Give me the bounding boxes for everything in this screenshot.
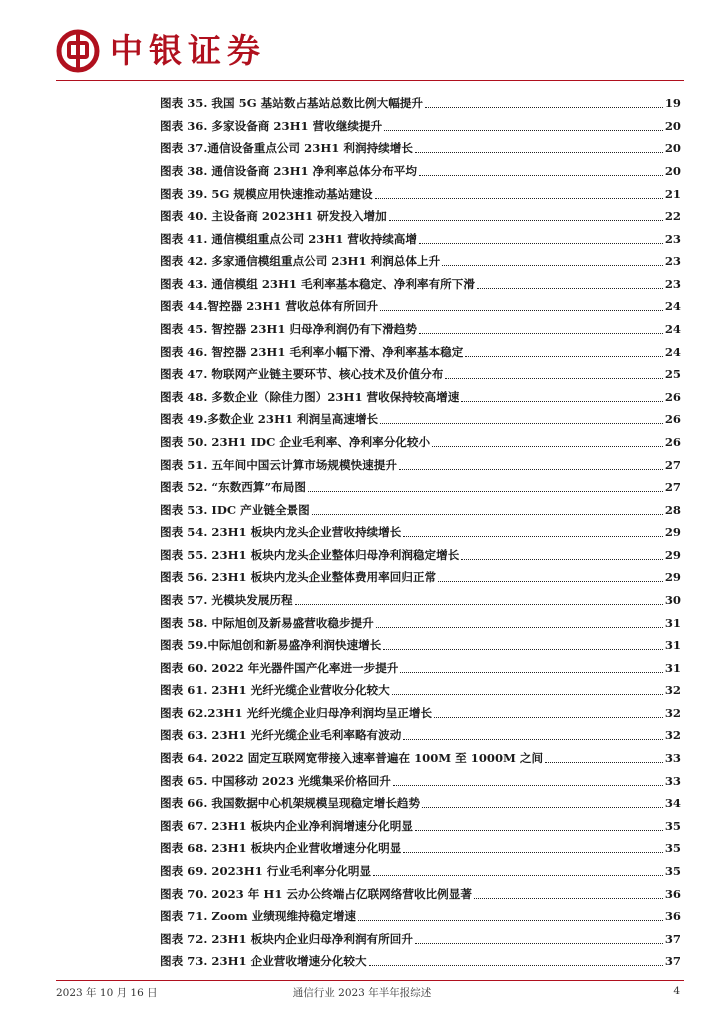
toc-entry-page: 26 (664, 389, 681, 404)
toc-entry-title: 图表 48. 多数企业（除佳力图）23H1 营收保持较高增速 (160, 389, 460, 404)
toc-entry[interactable] (160, 724, 681, 747)
toc-dot-leader (474, 897, 663, 899)
toc-dot-leader (425, 106, 663, 108)
toc-dot-leader (308, 490, 663, 492)
toc-entry-title: 图表 61. 23H1 光纤光缆企业营收分化较大 (160, 683, 390, 698)
toc-entry-page: 32 (664, 728, 681, 743)
toc-entry-title: 图表 45. 智控器 23H1 归母净利润仍有下滑趋势 (160, 322, 417, 337)
toc-entry-title: 图表 65. 中国移动 2023 光缆集采价格回升 (160, 773, 391, 788)
toc-dot-leader (415, 151, 663, 153)
toc-entry-page: 37 (664, 954, 681, 969)
toc-entry-title: 图表 57. 光模块发展历程 (160, 593, 293, 607)
toc-entry[interactable] (160, 453, 681, 476)
toc-entry-page: 31 (664, 638, 681, 653)
toc-entry-page: 19 (664, 96, 681, 111)
footer-date: 2023 年 10 月 16 日 (56, 987, 158, 999)
toc-entry-title: 图表 38. 通信设备商 23H1 净利率总体分布平均 (160, 164, 417, 179)
toc-entry-title: 图表 42. 多家通信模组重点公司 23H1 利润总体上升 (160, 254, 441, 269)
toc-entry-page: 24 (664, 322, 681, 337)
toc-entry[interactable] (160, 882, 681, 905)
toc-entry-title: 图表 54. 23H1 板块内龙头企业营收持续增长 (160, 525, 402, 540)
toc-entry-title: 图表 43. 通信模组 23H1 毛利率基本稳定、净利率有所下滑 (160, 276, 475, 291)
toc-entry-title: 图表 49.多数企业 23H1 利润呈高速增长 (160, 412, 379, 427)
toc-entry-title: 图表 52. “东数西算”布局图 (160, 480, 306, 495)
toc-entry[interactable] (160, 860, 681, 883)
toc-entry[interactable] (160, 905, 681, 928)
toc-dot-leader (461, 558, 663, 560)
toc-dot-leader (415, 829, 663, 831)
toc-entry[interactable] (160, 950, 681, 973)
toc-entry-title: 图表 71. Zoom 业绩现维持稳定增速 (160, 909, 357, 924)
toc-dot-leader (399, 468, 663, 470)
toc-dot-leader (465, 355, 663, 357)
toc-dot-leader (403, 738, 663, 740)
toc-entry[interactable] (160, 250, 681, 273)
toc-entry[interactable] (160, 589, 681, 612)
bank-of-china-logo-icon (56, 29, 100, 73)
toc-entry-page: 33 (664, 773, 681, 788)
toc-dot-leader (415, 942, 663, 944)
toc-entry-title: 图表 37.通信设备重点公司 23H1 利润持续增长 (160, 141, 413, 156)
toc-entry-title: 图表 59.中际旭创和新易盛净利润快速增长 (160, 638, 382, 653)
toc-entry-page: 37 (664, 931, 681, 946)
toc-entry-page: 36 (664, 886, 681, 901)
toc-entry[interactable] (160, 747, 681, 770)
footer-divider (56, 980, 684, 981)
toc-entry[interactable] (160, 544, 681, 567)
toc-entry[interactable] (160, 115, 681, 138)
toc-entry[interactable] (160, 521, 681, 544)
toc-entry-title: 图表 51. 五年间中国云计算市场规模快速提升 (160, 457, 397, 472)
toc-entry-title: 图表 73. 23H1 企业营收增速分化较大 (160, 954, 367, 969)
toc-entry[interactable] (160, 927, 681, 950)
toc-entry[interactable] (160, 431, 681, 454)
toc-entry-title: 图表 72. 23H1 板块内企业归母净利润有所回升 (160, 931, 413, 946)
toc-entry[interactable] (160, 363, 681, 386)
toc-entry-page: 33 (664, 751, 681, 766)
toc-entry-title: 图表 63. 23H1 光纤光缆企业毛利率略有波动 (160, 728, 402, 743)
toc-entry[interactable] (160, 92, 681, 115)
toc-entry-page: 20 (664, 118, 681, 133)
toc-entry[interactable] (160, 634, 681, 657)
toc-entry-page: 26 (664, 412, 681, 427)
toc-entry[interactable] (160, 498, 681, 521)
toc-entry-title: 图表 60. 2022 年光器件国产化率进一步提升 (160, 660, 399, 675)
brand-name: 中银证券 (110, 31, 266, 70)
toc-entry[interactable] (160, 205, 681, 228)
toc-entry-page: 34 (664, 796, 681, 811)
toc-entry-page: 24 (664, 299, 681, 314)
toc-dot-leader (383, 648, 663, 650)
toc-entry[interactable] (160, 182, 681, 205)
toc-entry-title: 图表 39. 5G 规模应用快速推动基站建设 (160, 186, 373, 201)
toc-entry-title: 图表 41. 通信模组重点公司 23H1 营收持续高增 (160, 231, 417, 246)
footer-page-number: 4 (673, 985, 680, 997)
toc-entry-page: 35 (664, 841, 681, 856)
toc-entry-page: 27 (664, 457, 681, 472)
toc-entry[interactable] (160, 792, 681, 815)
toc-entry-page: 35 (664, 818, 681, 833)
toc-dot-leader (419, 174, 663, 176)
toc-entry-page: 25 (664, 367, 681, 382)
toc-entry-title: 图表 46. 智控器 23H1 毛利率小幅下滑、净利率基本稳定 (160, 344, 464, 359)
toc-entry-page: 21 (664, 186, 681, 201)
toc-entry[interactable] (160, 476, 681, 499)
table-of-figures (160, 92, 681, 973)
toc-dot-leader (375, 197, 663, 199)
toc-entry-page: 27 (664, 480, 681, 495)
page-header (56, 28, 266, 74)
toc-entry-title: 图表 67. 23H1 板块内企业净利润增速分化明显 (160, 818, 413, 833)
toc-dot-leader (432, 445, 663, 447)
toc-dot-leader (422, 806, 663, 808)
toc-dot-leader (380, 422, 663, 424)
toc-dot-leader (400, 671, 662, 673)
toc-dot-leader (434, 716, 663, 718)
toc-dot-leader (384, 129, 663, 131)
toc-dot-leader (461, 400, 663, 402)
toc-entry-title: 图表 56. 23H1 板块内龙头企业整体费用率回归正常 (160, 570, 437, 585)
toc-dot-leader (392, 693, 663, 695)
toc-dot-leader (376, 626, 663, 628)
toc-entry-title: 图表 36. 多家设备商 23H1 营收继续提升 (160, 118, 383, 133)
toc-dot-leader (369, 964, 663, 966)
toc-entry-page: 32 (664, 705, 681, 720)
toc-entry-title: 图表 68. 23H1 板块内企业营收增速分化明显 (160, 841, 402, 856)
toc-entry[interactable] (160, 408, 681, 431)
toc-entry[interactable] (160, 227, 681, 250)
toc-entry[interactable] (160, 386, 681, 409)
toc-entry-title: 图表 44.智控器 23H1 营收总体有所回升 (160, 299, 379, 314)
header-divider (56, 80, 684, 81)
toc-dot-leader (545, 761, 663, 763)
toc-dot-leader (445, 377, 663, 379)
toc-entry-page: 29 (664, 525, 681, 540)
toc-dot-leader (442, 264, 663, 266)
toc-entry[interactable] (160, 815, 681, 838)
toc-entry-title: 图表 64. 2022 固定互联网宽带接入速率普遍在 100M 至 1000M 之间 (160, 751, 544, 766)
toc-dot-leader (380, 309, 663, 311)
toc-entry-title: 图表 58. 中际旭创及新易盛营收稳步提升 (160, 615, 374, 630)
toc-entry[interactable] (160, 318, 681, 341)
toc-entry-page: 31 (664, 660, 681, 675)
toc-entry-title: 图表 50. 23H1 IDC 企业毛利率、净利率分化较小 (160, 434, 431, 449)
toc-entry-page: 28 (664, 502, 681, 517)
toc-dot-leader (393, 784, 663, 786)
toc-entry[interactable] (160, 160, 681, 183)
toc-entry[interactable] (160, 273, 681, 296)
toc-entry-page: 35 (664, 863, 681, 878)
toc-entry[interactable] (160, 679, 681, 702)
toc-dot-leader (477, 287, 663, 289)
toc-entry-page: 23 (664, 276, 681, 291)
toc-entry-page: 20 (664, 164, 681, 179)
toc-entry-title: 图表 40. 主设备商 2023H1 研发投入增加 (160, 209, 387, 224)
toc-entry[interactable] (160, 295, 681, 318)
toc-entry[interactable] (160, 837, 681, 860)
toc-entry-page: 20 (664, 141, 681, 156)
toc-dot-leader (312, 513, 663, 515)
toc-entry-title: 图表 62.23H1 光纤光缆企业归母净利润均呈正增长 (160, 705, 433, 720)
toc-entry-title: 图表 35. 我国 5G 基站数占基站总数比例大幅提升 (160, 96, 423, 111)
toc-dot-leader (403, 535, 663, 537)
toc-entry-page: 31 (664, 615, 681, 630)
toc-entry[interactable] (160, 656, 681, 679)
toc-entry-title: 图表 70. 2023 年 H1 云办公终端占亿联网络营收比例显著 (160, 886, 472, 901)
toc-entry-title: 图表 47. 物联网产业链主要环节、核心技术及价值分布 (160, 367, 444, 382)
toc-entry[interactable] (160, 702, 681, 725)
toc-dot-leader (295, 603, 663, 605)
toc-entry[interactable] (160, 611, 681, 634)
toc-entry-title: 图表 55. 23H1 板块内龙头企业整体归母净利润稳定增长 (160, 547, 460, 562)
toc-entry-page: 30 (664, 593, 681, 607)
toc-entry[interactable] (160, 340, 681, 363)
toc-entry-page: 29 (664, 570, 681, 585)
toc-entry-page: 23 (664, 254, 681, 269)
toc-entry[interactable] (160, 566, 681, 589)
toc-entry-page: 29 (664, 547, 681, 562)
toc-dot-leader (373, 874, 663, 876)
toc-entry-page: 26 (664, 434, 681, 449)
footer-report-title: 通信行业 2023 年半年报综述 (292, 987, 432, 999)
toc-entry-page: 22 (664, 209, 681, 224)
toc-dot-leader (358, 919, 663, 921)
toc-dot-leader (389, 219, 663, 221)
toc-dot-leader (438, 580, 663, 582)
toc-dot-leader (403, 851, 663, 853)
toc-dot-leader (419, 242, 663, 244)
toc-entry[interactable] (160, 769, 681, 792)
toc-entry-page: 32 (664, 683, 681, 698)
toc-entry-page: 24 (664, 344, 681, 359)
toc-entry-title: 图表 69. 2023H1 行业毛利率分化明显 (160, 863, 372, 878)
toc-entry-page: 23 (664, 231, 681, 246)
toc-entry-page: 36 (664, 909, 681, 924)
toc-entry-title: 图表 53. IDC 产业链全景图 (160, 502, 310, 517)
toc-dot-leader (419, 332, 663, 334)
toc-entry-title: 图表 66. 我国数据中心机架规模呈现稳定增长趋势 (160, 796, 421, 811)
toc-entry[interactable] (160, 137, 681, 160)
